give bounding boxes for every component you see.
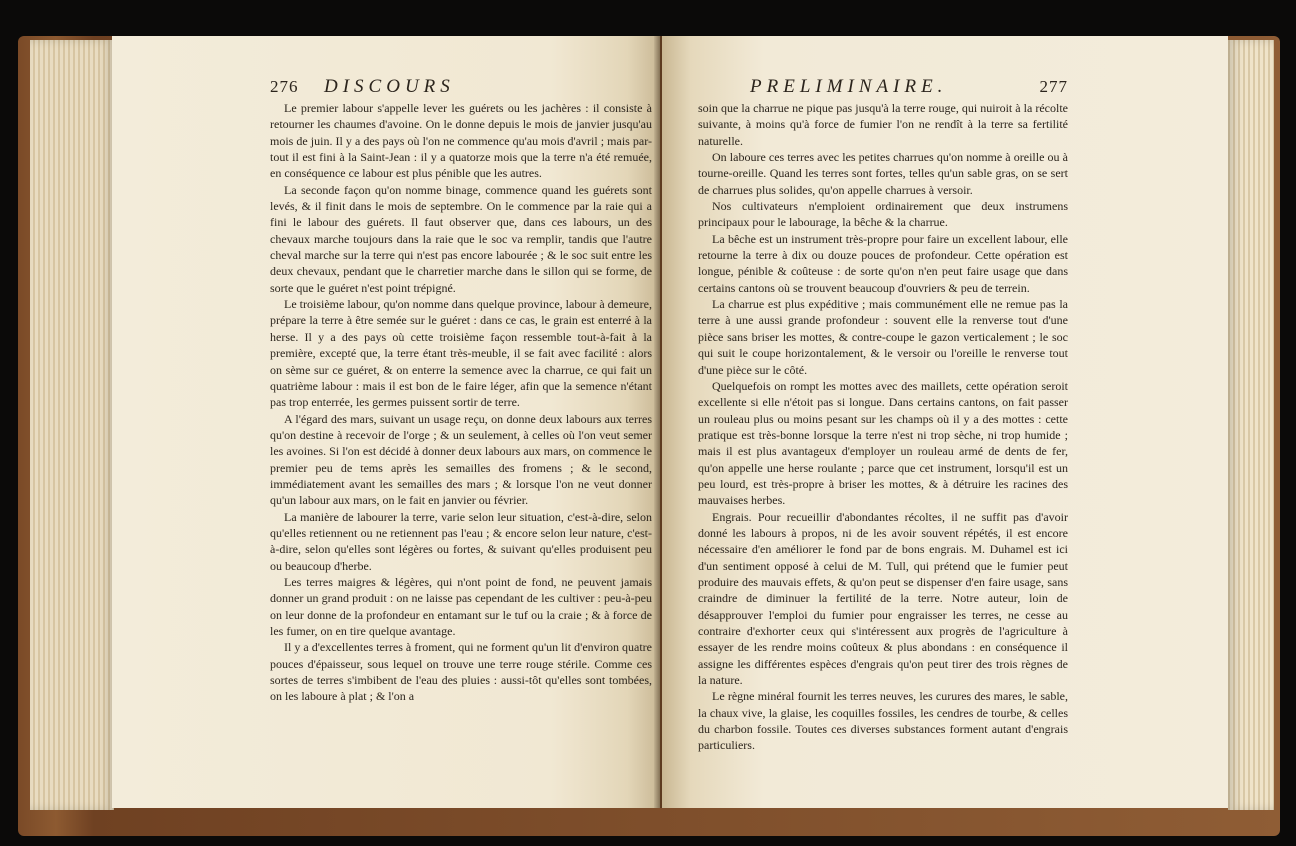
left-paragraph: Le troisième labour, qu'on nomme dans quelque province, labour à demeure, prépare la terre à être semée sur le guéret : dans ce cas, le grain est enterré à la herse. Il y a des pays où cette troisième façon ressemble tout-à-fait à la première, excepté que, la terre étant très-meuble, il se fait avec facilité : alors on sème sur ce guéret, & on enterre la semence avec la charrue, ce qui fait un quatrième labour : mais il est bon de le faire léger, afin que la semence n'étant pas trop enterrée, les germes puissent sortir de terre.: [270, 297, 652, 410]
left-paragraph: Le premier labour s'appelle lever les guérets ou les jachères : il consiste à retourner les chaumes d'avoine. On le donne depuis le mois de janvier jusqu'au mois de juin. Il y a des pays où l'on ne commence qu'au mois d'avril ; mais par-tout il est fini à la Saint-Jean : il y a quatorze mois que la terre n'a été remuée, en conséquence ce labour est plus pénible que les autres.: [270, 101, 652, 181]
right-paragraph: Nos cultivateurs n'emploient ordinairement que deux instrumens principaux pour le labourage, la bêche & la charrue.: [698, 199, 1068, 230]
left-header: [270, 76, 652, 98]
right-running-head: PRELIMINAIRE.: [750, 76, 948, 97]
right-paragraph: Quelquefois on rompt les mottes avec des maillets, cette opération seroit excellente si elle n'étoit pas si longue. Dans certains cantons, on fait passer un rouleau plus ou moins pesant sur les champs où il y a des mottes : cette pratique est très-bonne lorsque la terre n'est ni trop sèche, ni trop humide ; mais il est plus avantageux d'employer un rouleau armé de dents de fer, qu'on appelle une herse roulante ; parce que cet instrument, lorsqu'il est un peu lourd, est très-propre à briser les mottes, & à détruire les racines des mauvaises herbes.: [698, 378, 1068, 508]
right-header: [698, 76, 1068, 98]
left-body-text: [270, 100, 652, 705]
left-paragraph: La seconde façon qu'on nomme binage, commence quand les guérets sont levés, & il finit dans le mois de septembre. On le commence par la raie qui a fini le labour des guérets. Il faut observer que, dans ces labours, un des chevaux marche toujours dans la raie que le soc va remplir, tandis que l'autre cheval marche sur la terre qui n'est pas encore labourée ; & le soc suit entre les deux chevaux, pendant que le charretier marche dans le sillon qui se forme, de sorte que le guéret n'est point trépigné.: [270, 182, 652, 295]
right-paragraph: Engrais. Pour recueillir d'abondantes récoltes, il ne suffit pas d'avoir donné les labours à propos, ni de les avoir souvent répétés, il est encore nécessaire d'en améliorer le fond par de bons engrais. M. Duhamel est ici d'un sentiment opposé à celui de M. Tull, qui prétend que le fumier peut produire des mauvais effets, & qu'on peut se dispenser d'en faire usage, sans craindre de diminuer la fertilité de la terre. Notre auteur, loin de désapprouver l'emploi du fumier pour engraisser les terres, ne cesse au contraire d'exhorter ceux qui s'intéressent aux progrès de l'agriculture à essayer de les rendre moins coûteux & plus abondans : en conséquence il assigne les différentes espèces d'engrais qu'on peut tirer des trois règnes de la nature.: [698, 509, 1068, 688]
left-paragraph: Il y a d'excellentes terres à froment, qui ne forment qu'un lit d'environ quatre pouces d'épaisseur, sous lequel on trouve une terre rouge stérile. Comme ces sortes de terres s'imbibent de l'eau des pluies : aussi-tôt qu'elles sont tombées, on les laboure à plat ; & l'on a: [270, 640, 652, 704]
right-page-edges: [1228, 40, 1274, 810]
right-page-number: 277: [1039, 77, 1068, 96]
left-running-head: DISCOURS: [324, 76, 455, 97]
right-paragraph: On laboure ces terres avec les petites charrues qu'on nomme à oreille ou à tourne-oreille. Quand les terres sont fortes, telles qu'un sable gras, on se sert de charrues plus solides, qu'on appelle charrues à versoir.: [698, 150, 1068, 197]
left-page: [112, 36, 660, 808]
right-paragraph: Le règne minéral fournit les terres neuves, les curures des mares, le sable, la chaux vive, la glaise, les coquilles fossiles, les cendres de tourbe, & celles du charbon fossile. Toutes ces diverses substances forment autant d'engrais particuliers.: [698, 689, 1068, 753]
left-page-number: 276: [270, 77, 299, 96]
left-paragraph: A l'égard des mars, suivant un usage reçu, on donne deux labours aux terres qu'on destine à recevoir de l'orge ; & un seulement, à celles où l'on veut semer les avoines. Si l'on est décidé à donner deux labours aux mars, on commence le premier peu de tems après les semailles des fromens ; & le second, immédiatement avant les semailles des mars ; & lorsque l'on ne veut donner qu'un labour aux mars, on le fait en janvier ou février.: [270, 411, 652, 508]
left-paragraph: Les terres maigres & légères, qui n'ont point de fond, ne peuvent jamais donner un grand produit : on ne laisse pas cependant de les cultiver : peu-à-peu on leur donne de la profondeur en entamant sur le tuf ou la craie ; & à force de les fumer, on en tire quelque avantage.: [270, 574, 652, 638]
right-body-text: [698, 100, 1068, 754]
right-paragraph: La charrue est plus expéditive ; mais communément elle ne remue pas la terre à une aussi grande profondeur : souvent elle la renverse tout d'une pièce sans briser les mottes, & contre-coupe le gazon verticalement ; le soc qui suit le coupe horizontalement, & le versoir ou l'oreille le renverse tout d'une pièce sur le côté.: [698, 297, 1068, 377]
right-paragraph: La bêche est un instrument très-propre pour faire un excellent labour, elle retourne la terre à dix ou douze pouces de profondeur. Cette opération est longue, pénible & coûteuse : de sorte qu'on n'en peut faire usage que dans certains cantons où se trouvent beaucoup d'ouvriers & peu de terrein.: [698, 231, 1068, 295]
left-paragraph: La manière de labourer la terre, varie selon leur situation, c'est-à-dire, selon qu'elles retiennent ou ne retiennent pas l'eau ; & encore selon leur nature, c'est-à-dire, selon qu'elles sont légères ou fortes, & suivant qu'elles produisent peu ou beaucoup d'herbe.: [270, 509, 652, 573]
right-page: [662, 36, 1228, 808]
right-paragraph: soin que la charrue ne pique pas jusqu'à la terre rouge, qui nuiroit à la récolte suivante, à moins qu'à force de fumier l'on ne rendît à la terre sa fertilité naturelle.: [698, 101, 1068, 148]
left-page-edges: [30, 40, 114, 810]
